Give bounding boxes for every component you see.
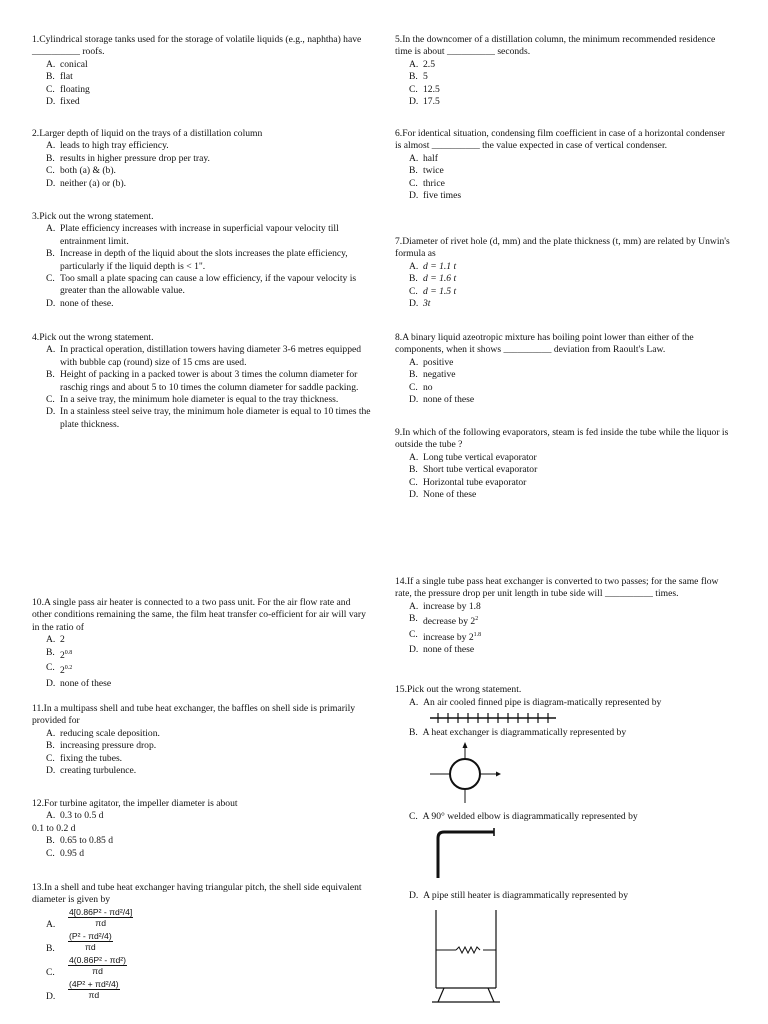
pipe-still-heater-symbol-icon (426, 908, 516, 1006)
formula-fraction: $\frac{\text{4[0.86P² - πd²/4]}}{\pi d}$ (69, 906, 133, 928)
option-b: B. increasing pressure drop. (46, 740, 157, 752)
option-b: B. negative (409, 369, 456, 381)
option-b: B. $\frac{\text{(P² - πd²/4)}}{\pi d}$ (46, 930, 112, 954)
option-a: A. 2 (46, 634, 65, 646)
question-stem: 9.In which of the following evaporators, steam is fed inside the tube while the liquor is outside the tube ? (395, 427, 729, 451)
option-a: A. d = 1.1 t (409, 260, 457, 272)
option-d: D. none of these. (46, 297, 114, 309)
option-c: C. floating (46, 83, 90, 95)
question-stem: 4.Pick out the wrong statement. (32, 332, 154, 343)
option-d: D. $\frac{\text{(4P² + πd²/4)}}{\pi d}$ (46, 978, 119, 1002)
question-stem: 3.Pick out the wrong statement. (32, 211, 154, 222)
formula-fraction: $\frac{\text{(P² - πd²/4)}}{\pi d}$ (69, 930, 112, 952)
option-c: C. thrice (409, 177, 445, 189)
option-d: D. In a stainless steel seive tray, the minimum hole diameter is equal to 10 times the plate thickness. (46, 406, 371, 430)
question-stem: 12.For turbine agitator, the impeller diameter is about (32, 798, 238, 809)
option-d: D. creating turbulence. (46, 765, 137, 777)
option-list (395, 59, 730, 109)
question-5 (395, 34, 730, 108)
question-stem: 11.In a multipass shell and tube heat exchanger, the baffles on shell side is primarily provided for (32, 703, 356, 727)
option-a: A. Plate efficiency increases with increase in superficial vapour velocity till entrainment limit. (46, 223, 339, 247)
option-c: C. $2^{0.2}$ (46, 662, 73, 677)
option-b: B. flat (46, 71, 73, 83)
question-13 (32, 882, 367, 1003)
heat-exchanger-symbol-icon (428, 741, 504, 807)
question-stem: 7.Diameter of rivet hole (d, mm) and the plate thickness (t, mm) are related by Unwin's formula as (395, 236, 730, 260)
option-list (32, 810, 367, 822)
question-stem: 13.In a shell and tube heat exchanger having triangular pitch, the shell side equivalent diameter is given by (32, 882, 362, 906)
question-4 (32, 332, 372, 431)
question-1 (32, 34, 362, 108)
question-15 (395, 684, 730, 696)
question-7 (395, 236, 730, 310)
question-stem: 6.For identical situation, condensing film coefficient in case of a horizontal condenser is almost __________ the value expected in case of vertical condenser. (395, 128, 725, 152)
option-list (32, 835, 367, 860)
option-list (395, 357, 730, 407)
question-stem: 10.A single pass air heater is connected to a two pass unit. For the air flow rate and other conditions remaining the same, the film heat transfer co-efficient for air will vary in the ratio of (32, 597, 366, 633)
option-a: A. half (409, 152, 438, 164)
option-list (395, 601, 730, 657)
option-list (395, 153, 730, 203)
question-stem: 8.A binary liquid azeotropic mixture has boiling point lower than either of the components, when it shows __________ deviation from Raoult's Law. (395, 332, 694, 356)
option-a: A. conical (46, 58, 88, 70)
option-d: D. fixed (46, 96, 80, 108)
option-d: D. five times (409, 190, 462, 202)
option-a: A. $\frac{\text{4[0.86P² - πd²/4]}}{\pi d}$ (46, 906, 133, 930)
option-d: D. none of these (46, 677, 112, 689)
option-d: D. 3t (409, 298, 431, 310)
option-b: B. Height of packing in a packed tower is about 3 times the column diameter for raschig rings and about 5 to 10 times the column diameter for saddle packing. (46, 369, 359, 393)
option-list (32, 223, 362, 310)
option-b: B. $2^{0.8}$ (46, 646, 73, 661)
option-b: B. 0.65 to 0.85 d (46, 835, 114, 847)
question-14 (395, 576, 730, 657)
option-c: C. d = 1.5 t (409, 285, 457, 297)
option-list (32, 59, 362, 109)
option-a: A. increase by 1.8 (409, 600, 481, 612)
question-stem: 1.Cylindrical storage tanks used for the storage of volatile liquids (e.g., naphtha) have __________ roofs. (32, 34, 362, 58)
option-list (395, 452, 730, 502)
stray-option-text: 0.1 to 0.2 d (32, 822, 76, 834)
option-a: A. positive (409, 356, 454, 368)
option-b: B. 5 (409, 71, 428, 83)
option-d: D. neither (a) or (b). (46, 177, 127, 189)
option-list (32, 634, 367, 690)
option-b: B. Increase in depth of the liquid about the slots increases the plate efficiency, particularly if the liquid depth is < 1". (46, 248, 348, 272)
option-c: C. 12.5 (409, 83, 440, 95)
formula-fraction: $\frac{\text{(4P² + πd²/4)}}{\pi d}$ (69, 978, 119, 1000)
option-a: A. Long tube vertical evaporator (409, 451, 537, 463)
question-stem: 2.Larger depth of liquid on the trays of a distillation column (32, 128, 263, 139)
q15-option-b: B. A heat exchanger is diagrammatically represented by (409, 727, 627, 738)
question-stem: 14.If a single tube pass heat exchanger is converted to two passes; for the same flow rate, the pressure drop per unit length in tube side will __________ times. (395, 576, 719, 600)
question-2 (32, 128, 362, 190)
option-list (395, 261, 730, 311)
option-d: D. none of these (409, 394, 475, 406)
question-3 (32, 211, 362, 310)
option-d: D. 17.5 (409, 96, 440, 108)
option-b: B. Short tube vertical evaporator (409, 464, 538, 476)
question-11 (32, 703, 367, 777)
option-list (32, 140, 362, 190)
option-d: D. none of these (409, 644, 475, 656)
question-9 (395, 427, 730, 501)
option-a: A. 2.5 (409, 58, 435, 70)
finned-pipe-symbol-icon (428, 711, 560, 725)
option-a: A. In practical operation, distillation towers having diameter 3-6 metres equipped with bubble cap (round) size of 15 cms are used. (46, 344, 362, 368)
option-b: B. results in higher pressure drop per tray. (46, 152, 210, 164)
welded-elbow-symbol-icon (432, 828, 502, 880)
option-c: C. both (a) & (b). (46, 165, 116, 177)
q15-option-d: D. A pipe still heater is diagrammatically represented by (409, 890, 628, 901)
question-stem: 5.In the downcomer of a distillation column, the minimum recommended residence time is about __________ seconds. (395, 34, 716, 58)
option-b: B. d = 1.6 t (409, 273, 457, 285)
q15-option-a: A. An air cooled finned pipe is diagram-matically represented by (409, 697, 662, 708)
option-list (32, 344, 372, 431)
question-6 (395, 128, 730, 202)
option-c: C. increase by $2^{1.8}$ (409, 628, 482, 643)
option-c: C. no (409, 381, 433, 393)
question-10 (32, 597, 367, 690)
option-c: C. fixing the tubes. (46, 752, 123, 764)
option-a: A. leads to high tray efficiency. (46, 140, 169, 152)
q15-option-c: C. A 90° welded elbow is diagrammatically represented by (409, 811, 638, 822)
option-c: C. In a seive tray, the minimum hole diameter is equal to the tray thickness. (46, 394, 339, 406)
option-c: C. 0.95 d (46, 847, 84, 859)
formula-fraction: $\frac{\text{4(0.86P² - πd²)}}{\pi d}$ (69, 954, 127, 976)
option-a: A. 0.3 to 0.5 d (46, 810, 104, 822)
option-c: C. Horizontal tube evaporator (409, 476, 527, 488)
option-c: C. Too small a plate spacing can cause a low efficiency, if the vapour velocity is greater than the allowable value. (46, 273, 357, 297)
question-8 (395, 332, 730, 406)
option-c: C. $\frac{\text{4(0.86P² - πd²)}}{\pi d}$ (46, 954, 127, 978)
option-d: D. None of these (409, 489, 477, 501)
option-a: A. reducing scale deposition. (46, 727, 160, 739)
question-stem: 15.Pick out the wrong statement. (395, 684, 522, 695)
option-b: B. decrease by $2^2$ (409, 613, 479, 628)
question-12 (32, 798, 367, 860)
option-b: B. twice (409, 165, 444, 177)
option-list (32, 728, 367, 778)
